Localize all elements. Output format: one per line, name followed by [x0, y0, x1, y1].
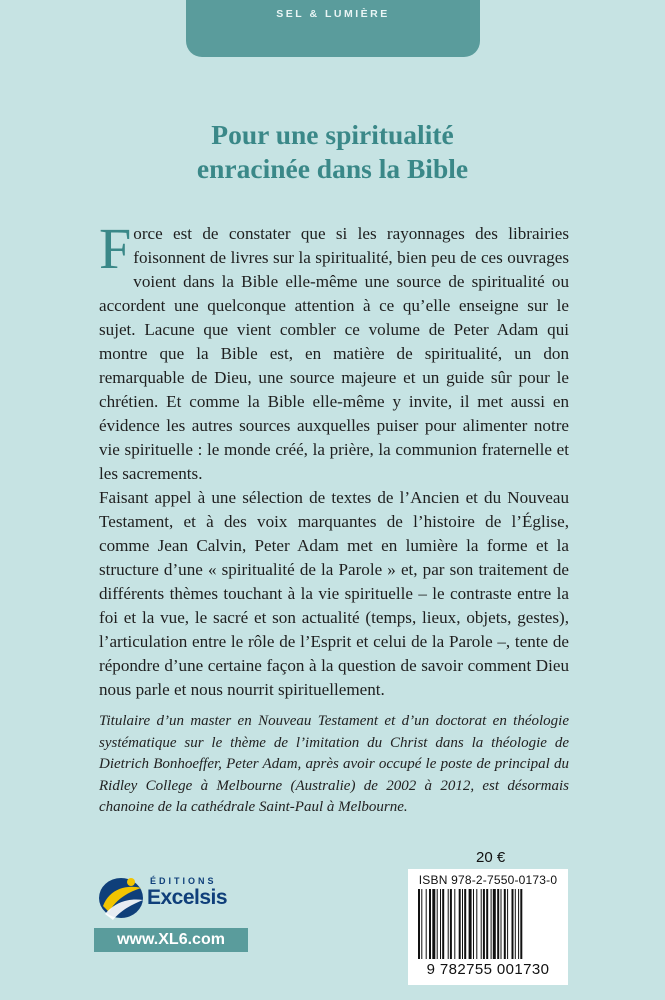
series-tab — [186, 0, 480, 57]
barcode-icon — [408, 889, 568, 961]
blurb-paragraph-1 — [99, 216, 569, 486]
publisher-url-box — [94, 928, 248, 952]
isbn-label: ISBN 978-2-7550-0173-0 — [418, 873, 558, 887]
publisher-name: Excelsis — [147, 886, 228, 909]
publisher-url[interactable]: www.XL6.com — [117, 931, 225, 948]
price: 20 € — [476, 849, 506, 866]
drop-cap: F — [99, 216, 132, 281]
title-line-1: Pour une spiritualité — [211, 119, 454, 150]
barcode-digits: 9 782755 001730 — [426, 961, 550, 978]
book-title — [60, 118, 605, 186]
swirl-logo-icon — [95, 872, 147, 922]
blurb-paragraph-2: Faisant appel à une sélection de textes de l’Ancien et du Nouveau Testament, et à des voix marquantes de l’histoire de l’Église, comme Jean Calvin, Peter Adam met en lumière la forme et la structure d’une « spiritualité de la Parole » et, par son traitement de différents thèmes touchant à la vie spirituelle – le contraste entre la foi et la vue, le sacré et son actualité (temps, lieux, objets, gestes), l’articulation entre le rôle de l’Esprit et celui de la Parole –, tente de répondre d’une certaine façon à la question de savoir comment Dieu nous parle et nous nourrit spirituellement. — [99, 488, 569, 699]
publisher-editions-label: ÉDITIONS — [150, 876, 217, 886]
blurb-paragraph-1-text: orce est de constater que si les rayonnages des librairies foisonnent de livres sur la spiritualité, bien peu de ces ouvrages voient dans la Bible elle-même une source de spiritualité ou accordent une quelconque attention à ce qu’elle enseigne sur le sujet. Lacune que vient combler ce volume de Peter Adam qui montre que la Bible est, en matière de spiritualité, un don remarquable de Dieu, une source majeure et un guide sûr pour le chrétien. Et comme la Bible elle-même y invite, il met aussi en évidence les autres sources auxquelles puiser pour alimenter notre vie spirituelle : le monde créé, la prière, la communion fraternelle et les sacrements. — [99, 224, 569, 483]
author-bio: Titulaire d’un master en Nouveau Testament et d’un doctorat en théologie systématique sur le thème de l’imitation du Christ dans la théologie de Dietrich Bonhoeffer, Peter Adam, après avoir occupé le poste de principal du Ridley College à Melbourne (Australie) de 2002 à 2012, est désormais chanoine de la cathédrale Saint-Paul à Melbourne. — [99, 713, 569, 816]
blurb — [99, 216, 569, 702]
series-label: SEL & LUMIÈRE — [276, 8, 390, 20]
barcode-panel — [408, 869, 568, 985]
publisher-logo — [95, 872, 265, 922]
title-line-2: enracinée dans la Bible — [196, 153, 469, 184]
